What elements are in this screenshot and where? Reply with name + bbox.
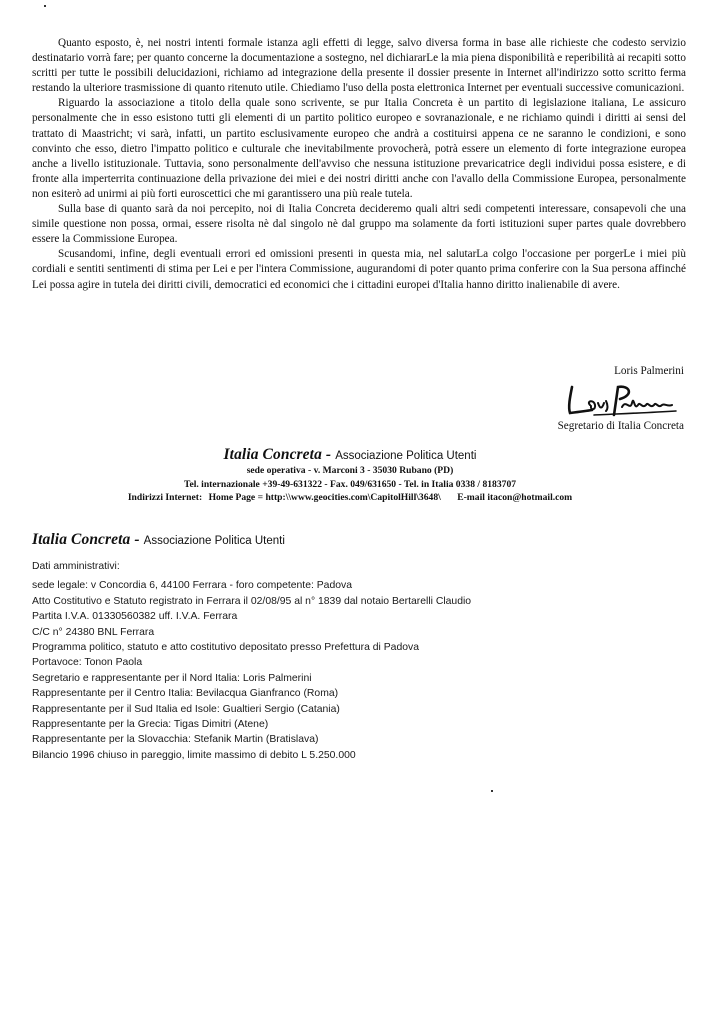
brand-name: Italia Concreta (32, 531, 131, 548)
admin-item: Rappresentante per la Slovacchia: Stefanik Martin (Bratislava) (32, 734, 319, 746)
admin-header (32, 531, 285, 549)
brand-dash: - (134, 531, 140, 548)
homepage-link[interactable]: Home Page = http:\\www.geocities.com\CapitolHill\3648\ (208, 492, 441, 503)
admin-item: Programma politico, statuto e atto costitutivo depositato presso Prefettura di Padova (32, 642, 419, 654)
brand-dash: - (325, 446, 332, 463)
admin-item: Partita I.V.A. 01330560382 uff. I.V.A. Ferrara (32, 611, 238, 623)
internet-line (40, 491, 660, 505)
admin-item: Rappresentante per la Grecia: Tigas Dimitri (Atene) (32, 719, 269, 731)
signature-block (484, 364, 684, 434)
admin-item: Rappresentante per il Centro Italia: Bevilacqua Gianfranco (Roma) (32, 688, 339, 700)
email-link[interactable]: E-mail itacon@hotmail.com (457, 492, 573, 503)
admin-item: Atto Costitutivo e Statuto registrato in Ferrara il 02/08/95 al n° 1839 dal notaio Bertarelli Claudio (32, 595, 472, 607)
internet-label: Indirizzi Internet: (127, 492, 203, 503)
brand-name: Italia Concreta (223, 446, 322, 463)
admin-item: Portavoce: Tonon Paola (32, 657, 143, 669)
letter-paragraph: Quanto esposto, è, nei nostri intenti formale istanza agli effetti di legge, salvo diversa forma in base alle richieste che codesto servizio destinatario vorrà fare; per quanto concerne la documentazione a sostegno, nel dichiararLe la mia piena disponibilità e reperibilità ai recapiti sotto scritti per tutte le possibili delucidazioni, richiamo ad integrazione della presente il dossier presente in Internet all'indirizzo sotto scritto ferma restando la ulteriore trasmissione di quanto ritenuto utile. Chiediamo l'uso della posta elettronica Internet per eventuali successive comunicazioni. (32, 37, 686, 95)
admin-item: C/C n° 24380 BNL Ferrara (32, 626, 155, 638)
brand-subtitle: Associazione Politica Utenti (335, 450, 477, 462)
scan-speck (44, 5, 46, 7)
letter-body (32, 36, 686, 293)
admin-item: Bilancio 1996 chiuso in pareggio, limite massimo di debito L 5.250.000 (32, 749, 356, 761)
admin-item: sede legale: v Concordia 6, 44100 Ferrara - foro competente: Padova (32, 580, 352, 592)
brand-subtitle: Associazione Politica Utenti (143, 535, 285, 547)
admin-label: Dati amministrativi: (32, 561, 120, 572)
operating-address: sede operativa - v. Marconi 3 - 35030 Rubano (PD) (246, 465, 454, 476)
letter-paragraph: Scusandomi, infine, degli eventuali errori ed omissioni presenti in questa mia, nel salutarLa colgo l'occasione per porgerLe i miei più cordiali e sentiti sentimenti di stima per Lei e per l'intera Commissione, augurandomi di poter quanto prima conferire con la Sua persona affinché Lei possa agire in tutela dei diritti civili, democratici ed economici che i cittadini europei d'Italia hanno diritto inalienabile di avere. (32, 248, 686, 291)
letter-paragraph: Riguardo la associazione a titolo della quale sono scrivente, se pur Italia Concreta è un partito di legislazione italiana, Le assicuro personalmente che in esso esistono tutti gli elementi di un partito politico europeo e sovranazionale, e ne richiamo quindi i diritti ai sensi del trattato di Maastricht; vi sarà, infatti, un partito esclusivamente europeo che andrà a costituirsi appena ce ne saranno le condizioni, e sono convinto che esso, dietro l'impatto politico e culturale che inevitabilmente provocherà, potrà essere un elemento di forte integrazione europea anche a livello istituzionale. Tuttavia, sono personalmente dell'avviso che nessuna istituzione prevaricatrice degli individui possa esistere, e di fronte alla imperterrita continuazione della privazione dei miei e dei nostri diritti anche con l'avallo della Commissione Europea, personalmente non esiterò ad unirmi ai più forti euroscettici che mi garantissero una più reale tutela. (32, 97, 686, 200)
admin-item: Rappresentante per il Sud Italia ed Isole: Gualtieri Sergio (Catania) (32, 703, 340, 715)
phone-line: Tel. internazionale +39-49-631322 - Fax. 049/631650 - Tel. in Italia 0338 / 8183707 (183, 478, 517, 490)
admin-list (32, 578, 672, 763)
admin-data-section (32, 559, 672, 763)
handwritten-signature (564, 381, 684, 419)
admin-item: Segretario e rappresentante per il Nord Italia: Loris Palmerini (32, 672, 312, 684)
signatory-role: Segretario di Italia Concreta (557, 420, 684, 432)
scan-speck (491, 790, 493, 792)
letter-paragraph: Sulla base di quanto sarà da noi percepito, noi di Italia Concreta decideremo quali altri sedi competenti interessare, consapevoli che una simile questione non possa, ormai, essere risolta nè dal singolo nè dal gruppo ma solamente da forti istituzioni super partes quale dovrebbero essere la Commissione Europea. (32, 203, 686, 246)
letterhead-footer (40, 446, 660, 505)
signatory-name: Loris Palmerini (614, 365, 684, 377)
